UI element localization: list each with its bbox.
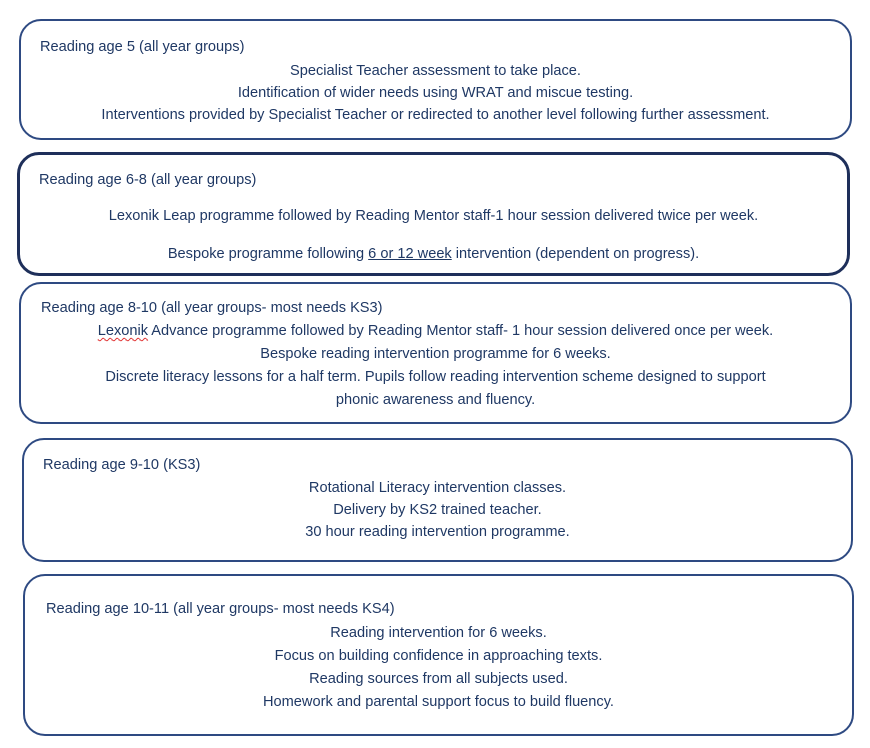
box-line: Specialist Teacher assessment to take place.: [290, 63, 581, 79]
box-reading-age-8-10: [19, 282, 852, 424]
box-line: Bespoke reading intervention programme for 6 weeks.: [260, 346, 611, 362]
box-line: Discrete literacy lessons for a half term. Pupils follow reading intervention scheme designed to support: [105, 369, 766, 385]
line-text: Advance programme followed by Reading Mentor staff- 1 hour session delivered once per week.: [148, 323, 774, 339]
flagged-word: Lexonik: [97, 323, 149, 339]
box-line: Reading intervention for 6 weeks.: [330, 625, 547, 641]
box-heading: Reading age 10-11 (all year groups- most needs KS4): [46, 601, 395, 617]
box-heading: Reading age 8-10 (all year groups- most needs KS3): [41, 300, 383, 316]
box-line: Lexonik Leap programme followed by Reading Mentor staff-1 hour session delivered twice per week.: [108, 208, 759, 224]
box-line: Focus on building confidence in approaching texts.: [274, 648, 603, 664]
box-reading-age-5: [19, 19, 852, 140]
underlined-duration: 6 or 12 week: [368, 246, 452, 262]
box-line: Delivery by KS2 trained teacher.: [333, 502, 542, 518]
box-line: [20, 246, 847, 262]
line-text: Bespoke programme following: [167, 246, 369, 262]
box-line: Interventions provided by Specialist Teacher or redirected to another level following further assessment.: [101, 107, 770, 123]
line-text: intervention (dependent on progress).: [451, 246, 700, 262]
box-heading: Reading age 5 (all year groups): [40, 39, 245, 55]
box-line: phonic awareness and fluency.: [335, 392, 536, 408]
box-reading-age-6-8: [17, 152, 850, 276]
box-line: Homework and parental support focus to build fluency.: [263, 694, 614, 710]
box-line: Rotational Literacy intervention classes.: [308, 480, 567, 496]
box-line: 30 hour reading intervention programme.: [305, 524, 570, 540]
box-line: Identification of wider needs using WRAT and miscue testing.: [237, 85, 634, 101]
box-heading: Reading age 9-10 (KS3): [43, 457, 201, 473]
box-heading: Reading age 6-8 (all year groups): [39, 172, 257, 188]
box-line: [21, 323, 850, 339]
box-line: Reading sources from all subjects used.: [309, 671, 568, 687]
box-reading-age-9-10: [22, 438, 853, 562]
box-reading-age-10-11: [23, 574, 854, 736]
